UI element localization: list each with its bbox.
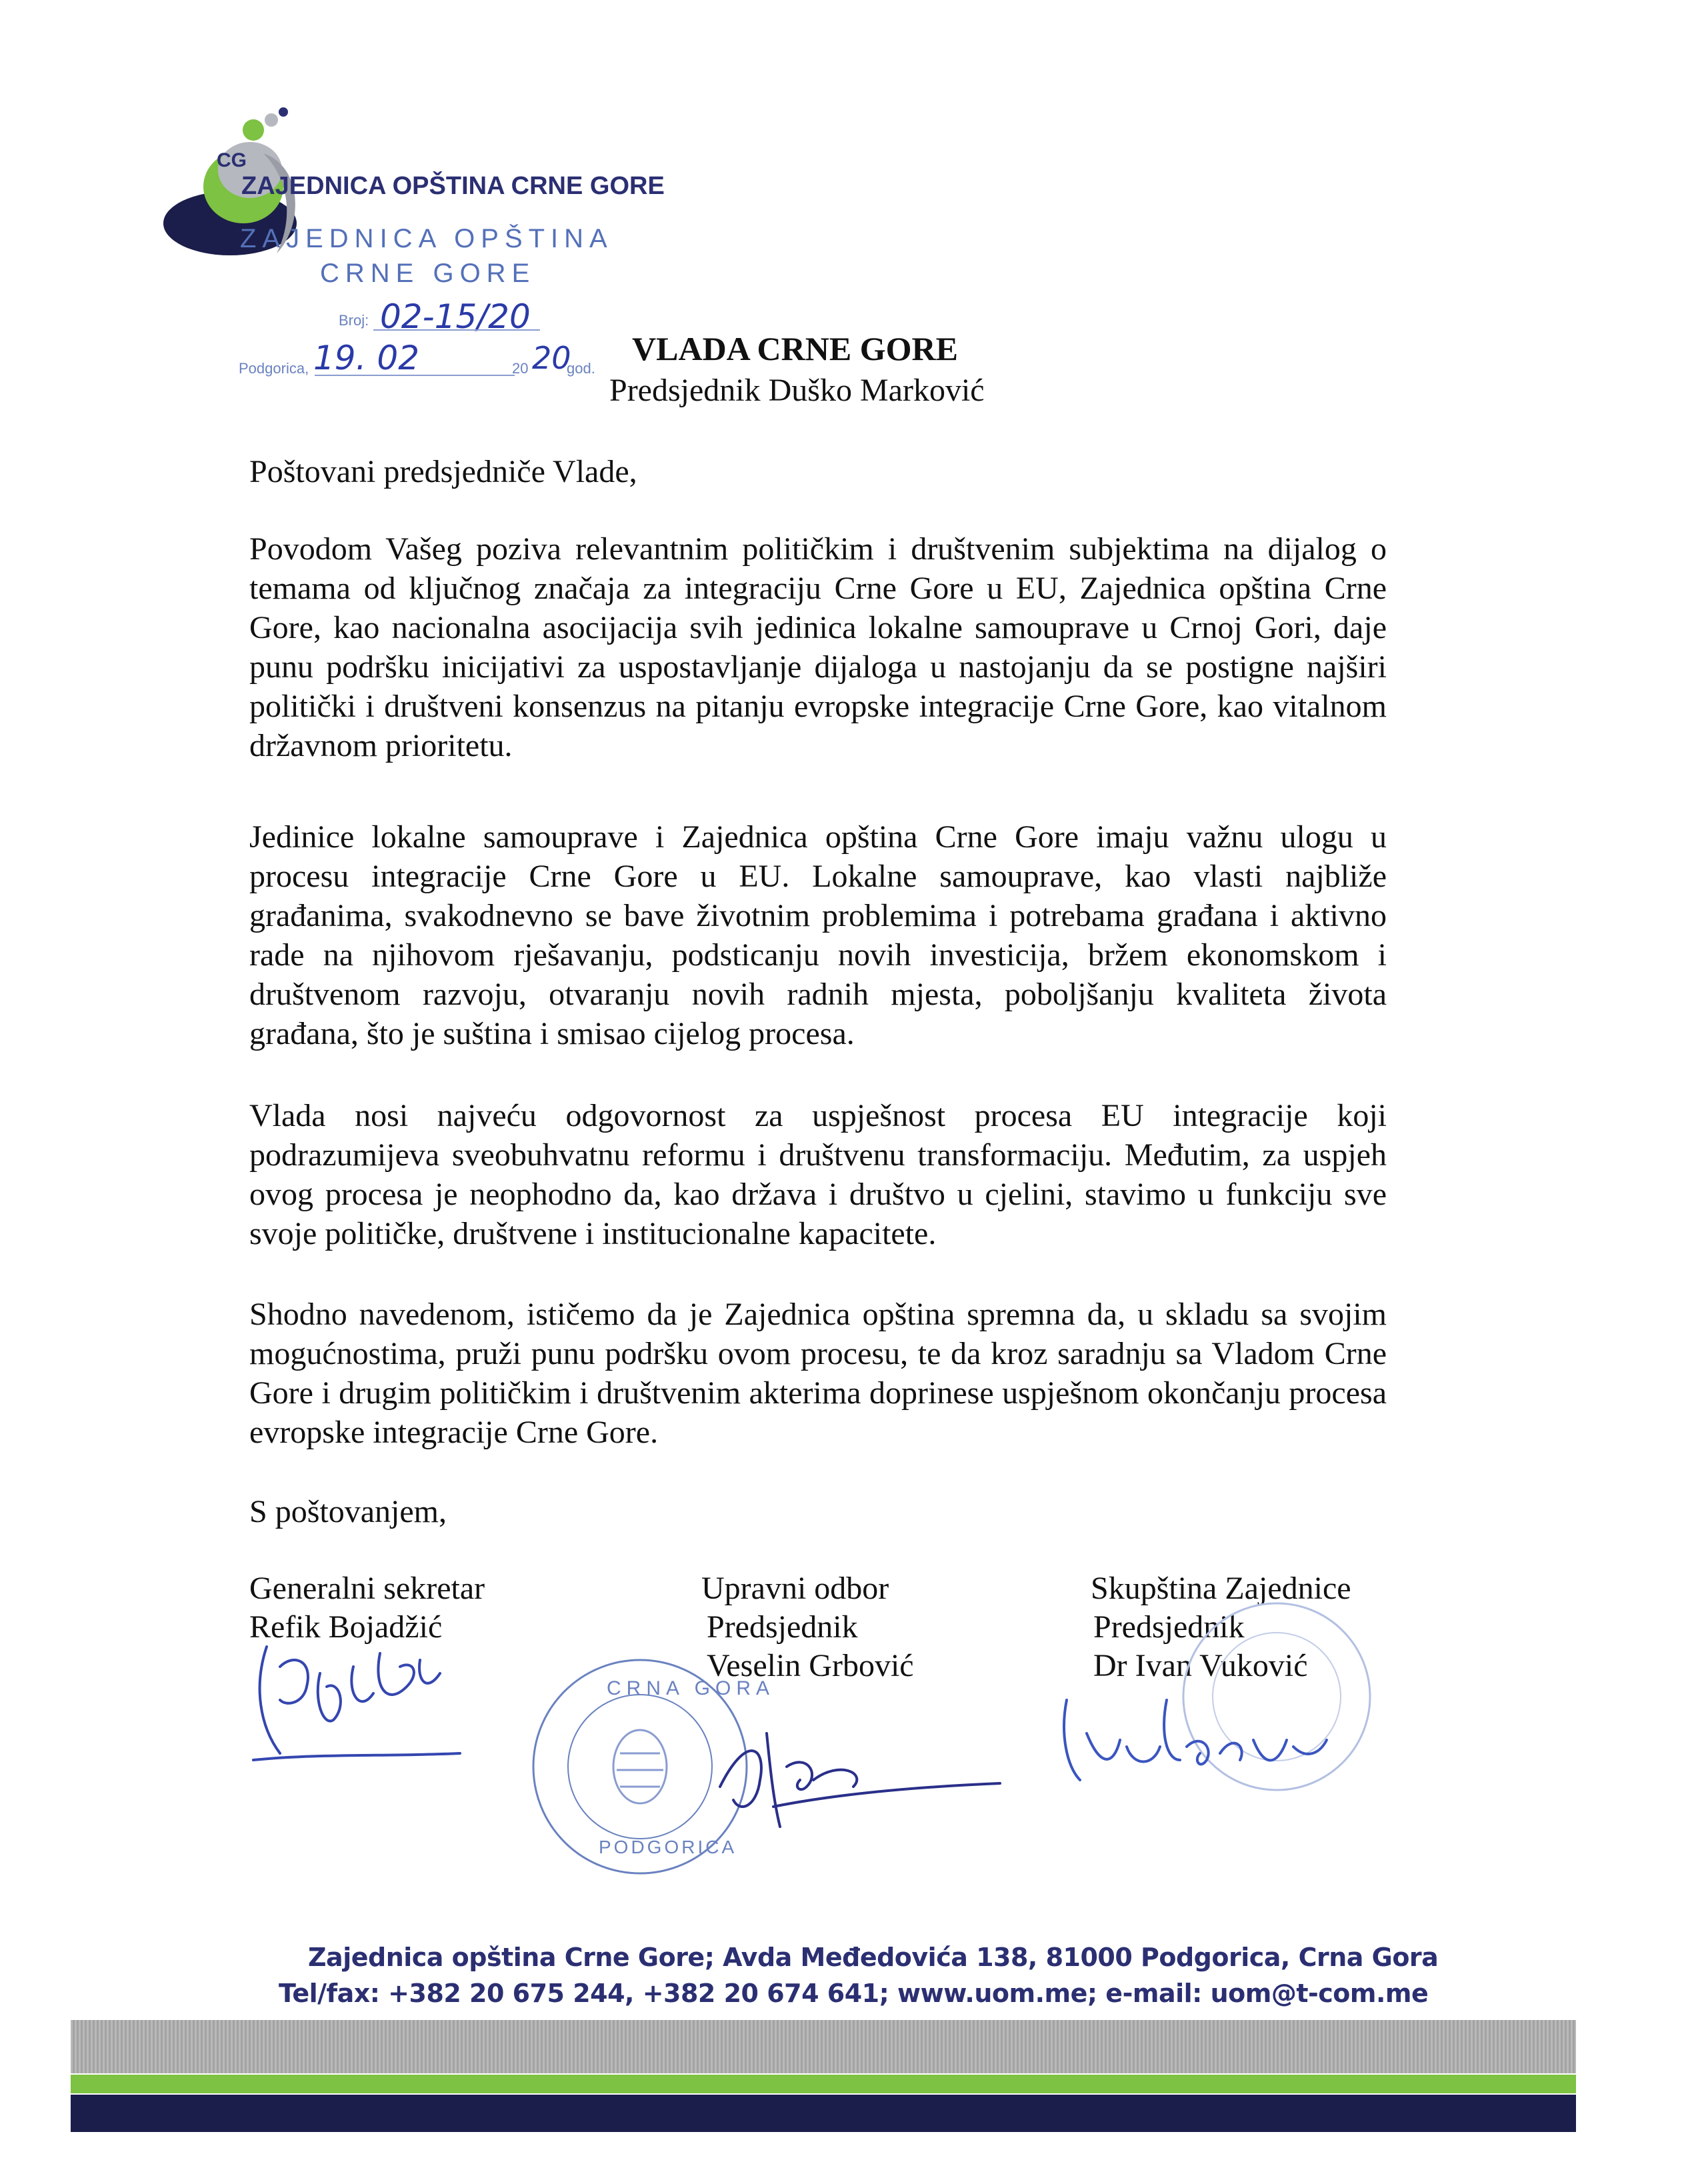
stamp-org-line2: CRNE GORE <box>320 259 536 288</box>
svg-text:CRNA GORA: CRNA GORA <box>607 1677 775 1699</box>
signature-name: Refik Bojadžić <box>249 1609 443 1645</box>
stamp-year-value: 20 <box>532 340 571 376</box>
stamp-number-label: Broj: <box>339 312 369 329</box>
letter-paragraph: Vlada nosi najveću odgovornost za uspješnost procesa EU integracije koji podrazumijeva sveobuhvatnu reformu i društvenu transformaciju. Međutim, za uspjeh ovog procesa je neophodno da, kao država i društvo u cjelini, stavimo u funkciju sve svoje političke, društvene i institucionalne kapacitete. <box>249 1098 1387 1251</box>
org-name-heading: ZAJEDNICA OPŠTINA CRNE GORE <box>241 172 665 200</box>
stamp-date-value: 19. 02 <box>313 339 420 377</box>
signature-name: Dr Ivan Vuković <box>1093 1648 1308 1683</box>
signature-role: Generalni sekretar <box>249 1571 485 1606</box>
footer-navy-bar <box>71 2095 1576 2132</box>
svg-text:PODGORICA: PODGORICA <box>599 1837 737 1857</box>
handwritten-signature-icon <box>707 1707 1013 1840</box>
signature-role: Upravni odbor <box>701 1571 889 1606</box>
recipient-subtitle: Predsjednik Duško Marković <box>609 373 985 408</box>
stamp-place-label: Podgorica, <box>239 360 309 377</box>
letter-paragraph: Shodno navedenom, ističemo da je Zajednica opština spremna da, u skladu sa svojim mogućnostima, pruži punu podršku ovom procesu, te da kroz saradnju sa Vladom Crne Gore i drugim političkim i društvenim akterima doprinese uspješnom okončanju procesa evropske integracije Crne Gore. <box>249 1297 1387 1450</box>
signature-role: Skupština Zajednice <box>1091 1571 1351 1606</box>
stamp-god-label: god. <box>567 360 595 377</box>
footer-contact: Tel/fax: +382 20 675 244, +382 20 674 641; www.uom.me; e-mail: uom@t-com.me <box>279 1979 1429 2008</box>
recipient-title: VLADA CRNE GORE <box>632 330 958 367</box>
stamp-number-value: 02-15/20 <box>380 297 531 336</box>
svg-text:CG: CG <box>217 149 247 171</box>
letter-salutation: Poštovani predsjedniče Vlade, <box>249 454 637 489</box>
footer-gray-bar <box>71 2020 1576 2073</box>
stamp-date-line <box>315 375 515 376</box>
signature-title: Predsjednik <box>1093 1609 1245 1645</box>
stamp-year-prefix: 20 <box>512 360 529 377</box>
stamp-number-line <box>373 329 540 331</box>
footer-address: Zajednica opština Crne Gore; Avda Međedovića 138, 81000 Podgorica, Crna Gora <box>308 1943 1439 1972</box>
footer-green-bar <box>71 2075 1576 2093</box>
letter-paragraph: Jedinice lokalne samouprave i Zajednica opština Crne Gore imaju važnu ulogu u procesu integracije Crne Gore u EU. Lokalne samouprave, kao vlasti najbliže građanima, svakodnevno se bave životnim problemima i potrebama građana i aktivno rade na njihovom rješavanju, podsticanju novih investicija, bržem ekonomskom i društvenom razvoju, otvaranju novih radnih mjesta, poboljšanju kvaliteta života građana, što je suština i smisao cijelog procesa. <box>249 819 1387 1051</box>
handwritten-signature-icon <box>240 1627 493 1787</box>
letter-paragraph: Povodom Vašeg poziva relevantnim političkim i društvenim subjektima na dijalog o temama od ključnog značaja za integraciju Crne Gore u EU, Zajednica opština Crne Gore, kao nacionalna asocijacija svih jedinica lokalne samouprave u Crnoj Gori, daje punu podršku inicijativi za uspostavljanje dijaloga u nastojanju da se postigne najširi politički i društveni konsenzus na pitanju evropske integracije Crne Gore, kao vitalnom državnom prioritetu. <box>249 531 1387 763</box>
signature-name: Veselin Grbović <box>707 1648 914 1683</box>
stamp-org-line1: ZAJEDNICA OPŠTINA <box>240 224 613 253</box>
letter-closing: S poštovanjem, <box>249 1494 447 1529</box>
handwritten-signature-icon <box>1053 1680 1360 1793</box>
signature-title: Predsjednik <box>707 1609 858 1645</box>
